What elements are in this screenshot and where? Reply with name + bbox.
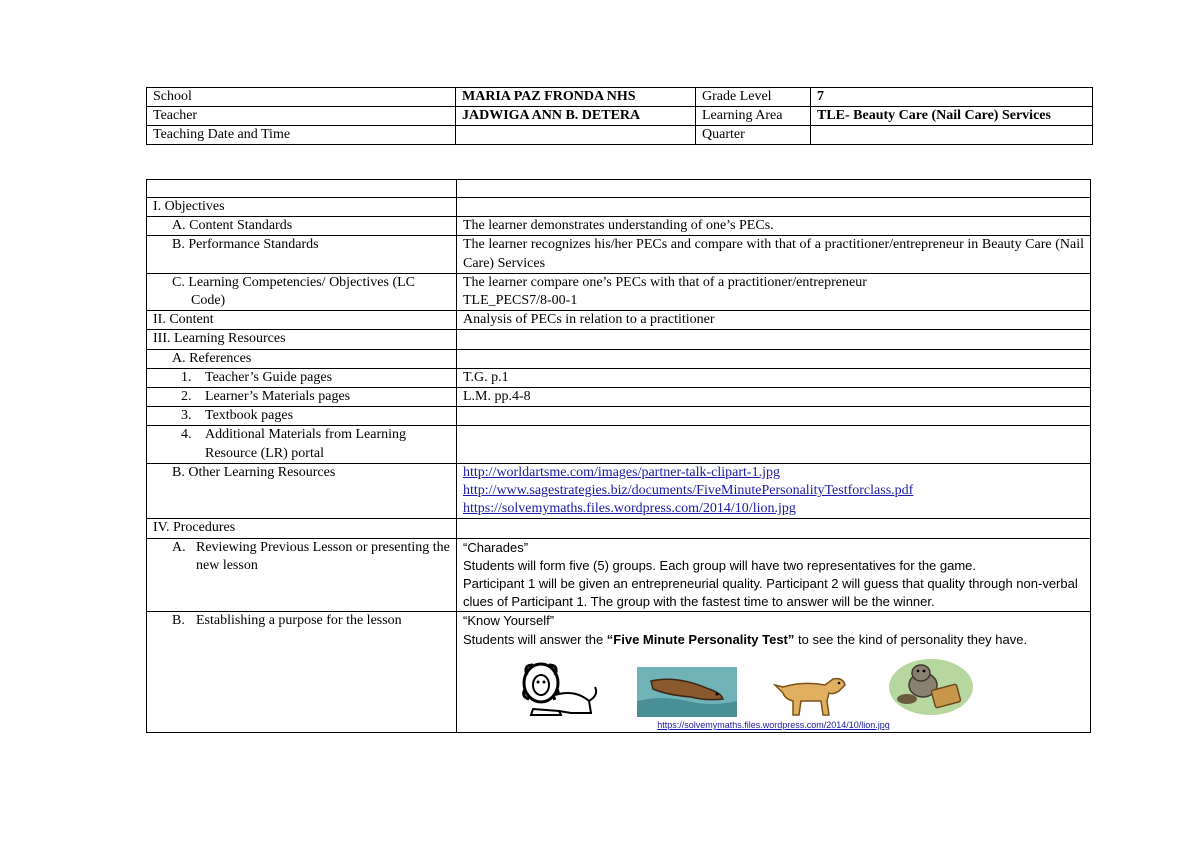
reference-row-2 [147,388,1091,407]
blank-row [147,180,1091,198]
procedure-b-row [147,612,1091,732]
performance-standards-row [147,236,1091,273]
teacher-value: JADWIGA ANN B. DETERA [456,107,696,126]
ref2-value: L.M. pp.4-8 [457,388,1091,407]
reference-row-1 [147,368,1091,387]
lesson-plan-table [146,179,1091,733]
reference-row-3 [147,407,1091,426]
ref3-value [457,407,1091,426]
references-row [147,349,1091,368]
quarter-label: Quarter [696,126,811,145]
other-resources-label: B. Other Learning Resources [147,463,457,519]
ref4-number: 4. [181,427,192,443]
teacher-label: Teacher [147,107,456,126]
area-label: Learning Area [696,107,811,126]
proc-b-title: “Know Yourself” [463,613,555,629]
content-row [147,311,1091,330]
ref4-label: Additional Materials from Learning Resource (LR) portal [205,427,406,461]
grade-value: 7 [811,88,1093,107]
ref4-value [457,426,1091,463]
ref2-number: 2. [181,389,192,405]
school-row [147,88,1093,107]
school-label: School [147,88,456,107]
performance-standards-label: B. Performance Standards [147,236,457,273]
grade-label: Grade Level [696,88,811,107]
content-standards-row [147,217,1091,236]
content-standards-value: The learner demonstrates understanding of one’s PECs. [457,217,1091,236]
resource-link-1[interactable]: http://worldartsme.com/images/partner-talk-clipart-1.jpg [463,464,780,480]
procedures-label: IV. Procedures [147,519,457,538]
date-row [147,126,1093,145]
image-source-caption[interactable]: https://solvemymaths.files.wordpress.com/2014/10/lion.jpg [657,719,890,730]
lion-icon [519,659,601,717]
objectives-label: I. Objectives [147,198,457,217]
performance-standards-value: The learner recognizes his/her PECs and compare with that of a practitioner/entrepreneur in Beauty Care (Nail Care) Services [457,236,1091,273]
proc-a-label: Reviewing Previous Lesson or presenting the new lesson [196,539,450,573]
reference-row-4 [147,426,1091,463]
area-value: TLE- Beauty Care (Nail Care) Services [811,107,1093,126]
competencies-label: C. Learning Competencies/ Objectives (LC Code) [147,273,457,310]
proc-b-text: Students will answer the “Five Minute Personality Test” to see the kind of personality they have. [463,631,1028,647]
procedure-a-row [147,538,1091,612]
proc-a-title: “Charades” [463,539,529,555]
ref3-label: Textbook pages [205,408,294,424]
resources-label: III. Learning Resources [147,330,457,349]
ref1-label: Teacher’s Guide pages [205,369,333,385]
proc-a-letter: A. [172,539,186,555]
resource-link-3[interactable]: https://solvemymaths.files.wordpress.com/2014/10/lion.jpg [463,501,796,517]
otter-icon [637,667,737,717]
proc-a-line2: Participant 1 will be given an entrepreneurial quality. Participant 2 will guess that quality through non-verbal clues of Participant 1. The group with the fastest time to answer will be the winner. [463,576,1078,610]
date-label: Teaching Date and Time [147,126,456,145]
resource-link-2[interactable]: http://www.sagestrategies.biz/documents/FiveMinutePersonalityTestforclass.pdf [463,483,914,499]
content-label: II. Content [147,311,457,330]
proc-a-line1: Students will form five (5) groups. Each group will have two representatives for the game. [463,557,977,573]
competencies-code: TLE_PECS7/8-00-1 [463,293,578,309]
competencies-text: The learner compare one’s PECs with that of a practitioner/entrepreneur [463,274,867,290]
ref3-number: 3. [181,408,192,424]
references-label: A. References [147,349,457,368]
quarter-value [811,126,1093,145]
dog-icon [773,671,851,717]
date-value [456,126,696,145]
content-value: Analysis of PECs in relation to a practitioner [457,311,1091,330]
teacher-row [147,107,1093,126]
competencies-value [457,273,1091,310]
ref1-value: T.G. p.1 [457,368,1091,387]
proc-b-letter: B. [172,613,185,629]
personality-test-title: “Five Minute Personality Test” [606,631,795,647]
ref1-number: 1. [181,369,192,385]
animal-images [463,655,1084,717]
proc-b-label: Establishing a purpose for the lesson [196,613,402,629]
competencies-row [147,273,1091,310]
school-value: MARIA PAZ FRONDA NHS [456,88,696,107]
content-standards-label: A. Content Standards [147,217,457,236]
objectives-row [147,198,1091,217]
procedures-row [147,519,1091,538]
beaver-icon [887,657,975,717]
resources-row [147,330,1091,349]
header-table [146,87,1093,145]
other-resources-row [147,463,1091,519]
ref2-label: Learner’s Materials pages [205,389,351,405]
